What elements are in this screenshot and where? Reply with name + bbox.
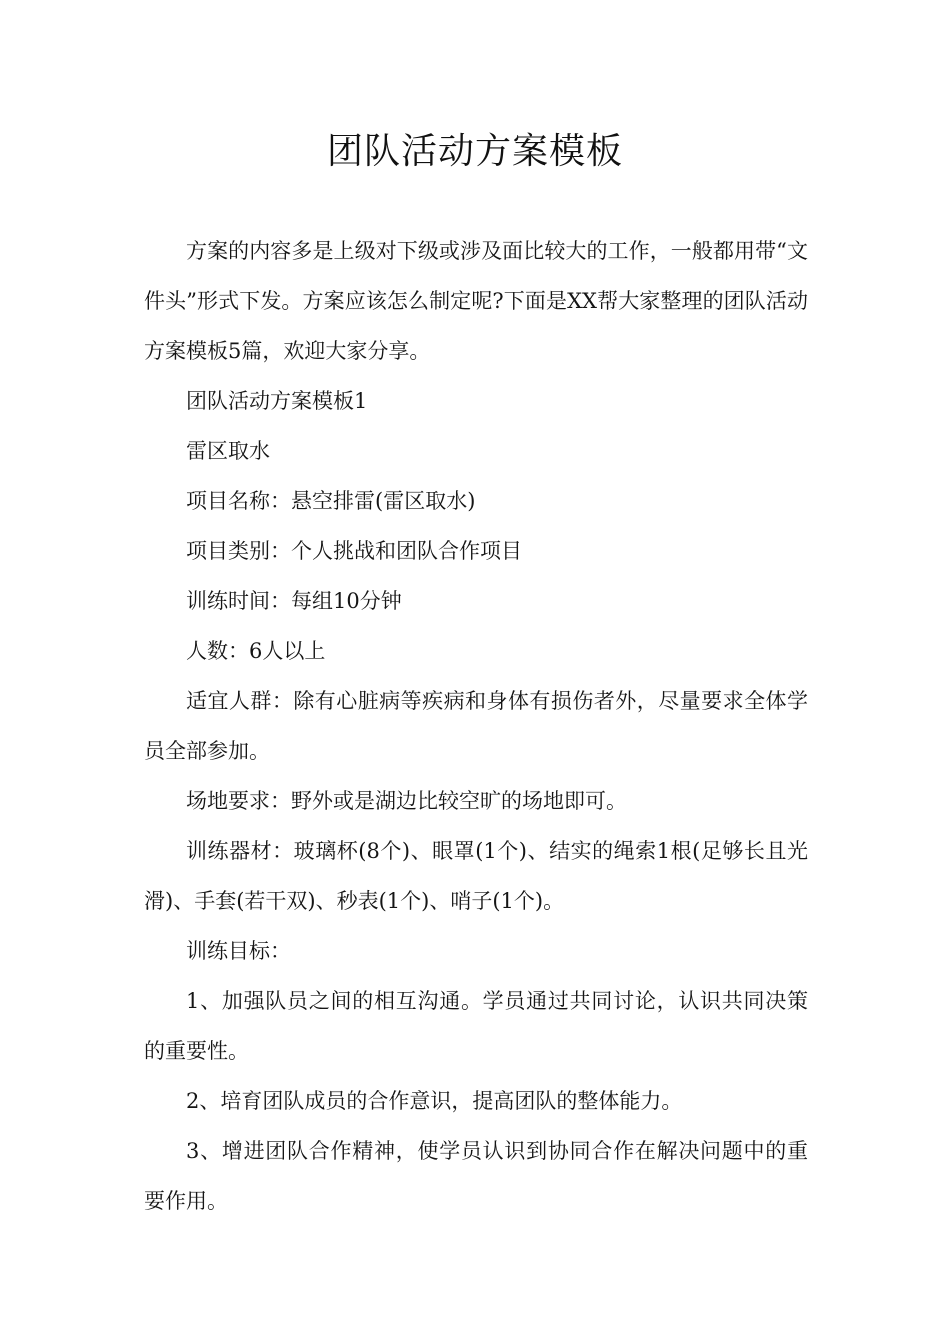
project-category: 项目类别：个人挑战和团队合作项目 (186, 539, 522, 563)
participant-count: 人数：6人以上 (186, 639, 326, 663)
document-title: 团队活动方案模板 (326, 131, 623, 172)
training-goals-heading: 训练目标： (186, 939, 291, 963)
activity-name: 雷区取水 (186, 439, 270, 463)
training-equipment: 训练器材：玻璃杯(8个)、眼罩(1个)、结实的绳索1根(足够长且光滑)、手套(若干双)、秒表(1个)、哨子(1个)。 (144, 839, 808, 913)
document-body (144, 226, 808, 1226)
suitable-group: 适宜人群：除有心脏病等疾病和身体有损伤者外，尽量要求全体学员全部参加。 (144, 689, 808, 763)
training-time: 训练时间：每组10分钟 (186, 589, 402, 613)
goal-item: 3、增进团队合作精神，使学员认识到协同合作在解决问题中的重要作用。 (144, 1139, 808, 1213)
section-heading: 团队活动方案模板1 (186, 389, 368, 413)
goal-item: 1、加强队员之间的相互沟通。学员通过共同讨论，认识共同决策的重要性。 (144, 989, 808, 1063)
project-name: 项目名称：悬空排雷(雷区取水) (186, 489, 476, 513)
intro-paragraph: 方案的内容多是上级对下级或涉及面比较大的工作，一般都用带“文件头”形式下发。方案应该怎么制定呢?下面是XX帮大家整理的团队活动方案模板5篇，欢迎大家分享。 (144, 239, 808, 363)
goal-item: 2、培育团队成员的合作意识，提高团队的整体能力。 (186, 1089, 683, 1113)
venue-requirement: 场地要求：野外或是湖边比较空旷的场地即可。 (186, 789, 627, 813)
